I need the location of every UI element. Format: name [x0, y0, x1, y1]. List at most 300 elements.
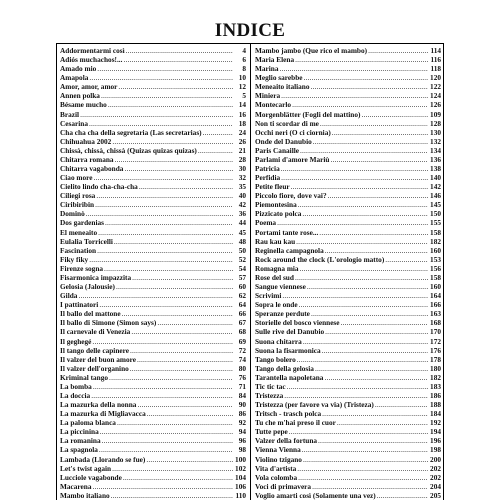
- dot-leader: [116, 282, 233, 291]
- entry-title: Portami tante rose...: [255, 227, 319, 237]
- entry-page-number: 71: [238, 381, 246, 391]
- entry-title: Valzer della fortuna: [255, 436, 318, 446]
- entry-page-number: 116: [430, 55, 441, 65]
- dot-leader: [295, 273, 428, 282]
- index-entry: [60, 182, 246, 191]
- entry-page-number: 12: [238, 82, 246, 92]
- entry-page-number: 194: [430, 427, 441, 437]
- entry-title: Ciliegi rosa: [60, 191, 96, 201]
- index-entry: [60, 327, 246, 336]
- entry-page-number: 168: [430, 318, 441, 328]
- index-entry: [60, 164, 246, 173]
- entry-page-number: 158: [430, 272, 441, 282]
- entry-page-number: 50: [238, 245, 246, 255]
- dot-leader: [287, 382, 428, 391]
- dot-leader: [375, 400, 428, 409]
- entry-title: Firenze sogna: [60, 263, 104, 273]
- dot-leader: [341, 318, 428, 327]
- dot-leader: [325, 327, 428, 336]
- entry-title: Brazil: [60, 109, 80, 119]
- dot-leader: [147, 409, 233, 418]
- entry-title: Tango bolero: [255, 354, 296, 364]
- dot-leader: [97, 64, 233, 73]
- entry-title: Rock around the clock (L'orologio matto): [255, 254, 385, 264]
- entry-title: Vita d'artista: [255, 463, 297, 473]
- index-entry: [60, 273, 246, 282]
- dot-leader: [291, 182, 428, 191]
- entry-title: Voci di primavera: [255, 481, 312, 491]
- entry-title: Vola colomba: [255, 472, 298, 482]
- entry-page-number: 155: [430, 218, 441, 228]
- dot-leader: [295, 55, 428, 64]
- entry-title: El meneaito: [60, 227, 98, 237]
- dot-leader: [96, 191, 233, 200]
- entry-title: Amor, amor, amor: [60, 82, 118, 92]
- dot-leader: [292, 100, 428, 109]
- entry-page-number: 92: [238, 418, 246, 428]
- dot-leader: [281, 91, 428, 100]
- dot-leader: [307, 282, 428, 291]
- index-entry: [60, 264, 246, 273]
- index-entry: [60, 364, 246, 373]
- dot-leader: [282, 291, 428, 300]
- dot-leader: [157, 318, 233, 327]
- entry-title: Kriminal tango: [60, 372, 109, 382]
- dot-leader: [137, 355, 233, 364]
- entry-page-number: 72: [238, 345, 246, 355]
- entry-page-number: 44: [238, 218, 246, 228]
- entry-page-number: 198: [430, 445, 441, 455]
- index-entry: [255, 246, 441, 255]
- dot-leader: [112, 137, 233, 146]
- dot-leader: [89, 73, 233, 82]
- entry-page-number: 60: [238, 282, 246, 292]
- entry-page-number: 140: [430, 173, 441, 183]
- entry-title: Amado mio: [60, 64, 97, 74]
- entry-page-number: 14: [238, 100, 246, 110]
- entry-page-number: 21: [238, 145, 246, 155]
- entry-title: Tristezza: [255, 390, 284, 400]
- entry-page-number: 28: [238, 154, 246, 164]
- index-entry: [60, 391, 246, 400]
- dot-leader: [322, 409, 428, 418]
- entry-title: Speranze perdute: [255, 309, 310, 319]
- entry-page-number: 35: [238, 182, 246, 192]
- entry-title: Miniera: [255, 91, 281, 101]
- index-entry: [255, 300, 441, 309]
- dot-leader: [117, 418, 233, 427]
- dot-leader: [86, 209, 233, 218]
- entry-title: Piccolo fiore, dove vai?: [255, 191, 327, 201]
- index-entry: [255, 464, 441, 473]
- dot-leader: [300, 264, 428, 273]
- dot-leader: [324, 373, 428, 382]
- entry-page-number: 153: [430, 254, 441, 264]
- entry-title: Il ballo di Simone (Simon says): [60, 318, 157, 328]
- entry-page-number: 196: [430, 436, 441, 446]
- entry-title: Sulle rive del Danubio: [255, 327, 325, 337]
- dot-leader: [112, 464, 233, 473]
- dot-leader: [101, 91, 233, 100]
- entry-title: Suona chitarra: [255, 336, 302, 346]
- dot-leader: [385, 255, 428, 264]
- index-entry: [255, 327, 441, 336]
- dot-leader: [315, 364, 428, 373]
- index-entry: [60, 173, 246, 182]
- entry-title: La doccia: [60, 390, 91, 400]
- dot-leader: [137, 400, 233, 409]
- entry-page-number: 170: [430, 327, 441, 337]
- entry-title: Ciribiribin: [60, 200, 95, 210]
- index-entry: [60, 91, 246, 100]
- entry-page-number: 10: [238, 73, 246, 83]
- index-entry: [60, 218, 246, 227]
- entry-page-number: 5: [242, 91, 246, 101]
- index-entry: [60, 146, 246, 155]
- entry-page-number: 102: [235, 463, 246, 473]
- index-entry: [255, 46, 441, 55]
- entry-page-number: 40: [238, 191, 246, 201]
- entry-page-number: 158: [430, 227, 441, 237]
- entry-title: Addormentarmi così: [60, 46, 125, 55]
- index-entry: [60, 128, 246, 137]
- dot-leader: [95, 200, 233, 209]
- entry-title: Fiky fiky: [60, 254, 89, 264]
- index-entry: [255, 291, 441, 300]
- entry-page-number: 136: [430, 154, 441, 164]
- entry-title: Scrivimi: [255, 291, 282, 301]
- entry-title: Adiós muchachos!...: [60, 55, 123, 65]
- entry-page-number: 166: [430, 300, 441, 310]
- entry-title: Tu che m'hai preso il cuor: [255, 418, 336, 428]
- dot-leader: [105, 218, 233, 227]
- entry-page-number: 204: [430, 481, 441, 491]
- entry-title: La romanina: [60, 436, 101, 446]
- dot-leader: [98, 228, 233, 237]
- dot-leader: [320, 119, 428, 128]
- dot-leader: [92, 482, 233, 491]
- index-entry: [60, 137, 246, 146]
- index-entry: [60, 491, 246, 500]
- entry-page-number: 64: [238, 300, 246, 310]
- index-entry: [255, 391, 441, 400]
- entry-page-number: 86: [238, 409, 246, 419]
- dot-leader: [325, 246, 428, 255]
- entry-title: Perfidia: [255, 173, 281, 183]
- index-entry: [60, 309, 246, 318]
- index-column-left: [60, 46, 246, 500]
- entry-title: Il tango delle capinere: [60, 345, 129, 355]
- entry-title: Paris Canaille: [255, 145, 299, 155]
- index-entry: [60, 282, 246, 291]
- dot-leader: [115, 155, 233, 164]
- dot-leader: [281, 164, 428, 173]
- entry-page-number: 134: [430, 145, 441, 155]
- index-entry: [255, 309, 441, 318]
- dot-leader: [313, 137, 428, 146]
- entry-title: Rau kau kau: [255, 236, 296, 246]
- entry-title: Il ballo del mattone: [60, 309, 121, 319]
- dot-leader: [311, 82, 428, 91]
- index-entry: [255, 82, 441, 91]
- dot-leader: [319, 228, 428, 237]
- entry-page-number: 66: [238, 309, 246, 319]
- entry-title: Annen polka: [60, 91, 100, 101]
- entry-page-number: 109: [430, 109, 441, 119]
- dot-leader: [102, 436, 233, 445]
- dot-leader: [94, 173, 234, 182]
- dot-leader: [108, 100, 233, 109]
- entry-title: Dominò: [60, 209, 85, 219]
- dot-leader: [118, 82, 233, 91]
- index-entry: [255, 355, 441, 364]
- index-entry: [60, 464, 246, 473]
- entry-page-number: 48: [238, 236, 246, 246]
- entry-page-number: 163: [430, 309, 441, 319]
- index-entry: [255, 255, 441, 264]
- dot-leader: [89, 119, 233, 128]
- dot-leader: [109, 373, 233, 382]
- dot-leader: [91, 391, 233, 400]
- index-entry: [60, 337, 246, 346]
- entry-page-number: 45: [238, 227, 246, 237]
- index-entry: [255, 100, 441, 109]
- index-entry: [255, 400, 441, 409]
- index-entry: [255, 427, 441, 436]
- entry-page-number: 74: [238, 354, 246, 364]
- dot-leader: [296, 237, 428, 246]
- entry-page-number: 200: [430, 454, 441, 464]
- index-entry: [255, 182, 441, 191]
- entry-page-number: 8: [242, 64, 246, 74]
- index-entry: [60, 55, 246, 64]
- index-entry: [255, 228, 441, 237]
- entry-page-number: 68: [238, 327, 246, 337]
- dot-leader: [361, 110, 428, 119]
- index-entry: [255, 73, 441, 82]
- entry-title: Ciao more: [60, 173, 93, 183]
- index-entry: [255, 237, 441, 246]
- index-entry: [60, 455, 246, 464]
- index-entry: [255, 364, 441, 373]
- entry-title: Tutte pepe: [255, 427, 288, 437]
- index-entry: [60, 100, 246, 109]
- entry-page-number: 122: [430, 82, 441, 92]
- entry-page-number: 80: [238, 363, 246, 373]
- index-entry: [60, 200, 246, 209]
- entry-title: Poema: [255, 218, 277, 228]
- dot-leader: [132, 273, 233, 282]
- entry-title: Meglio sarebbe: [255, 73, 303, 83]
- entry-page-number: 100: [235, 454, 246, 464]
- entry-page-number: 118: [430, 64, 441, 74]
- index-entry: [255, 346, 441, 355]
- entry-page-number: 69: [238, 336, 246, 346]
- entry-page-number: 4: [242, 46, 246, 55]
- dot-leader: [328, 191, 428, 200]
- dot-leader: [123, 55, 233, 64]
- entry-title: Tritsch - trasch polca: [255, 409, 322, 419]
- entry-page-number: 30: [238, 164, 246, 174]
- entry-page-number: 145: [430, 200, 441, 210]
- index-entry: [60, 155, 246, 164]
- entry-page-number: 188: [430, 400, 441, 410]
- dot-leader: [99, 445, 233, 454]
- index-entry: [60, 64, 246, 73]
- dot-leader: [289, 427, 428, 436]
- index-entry: [60, 445, 246, 454]
- entry-page-number: 186: [430, 390, 441, 400]
- index-entry: [60, 400, 246, 409]
- entry-title: Pizzicato polca: [255, 209, 302, 219]
- dot-leader: [302, 209, 428, 218]
- index-entry: [255, 110, 441, 119]
- entry-title: Occhi neri (O ci ciornia): [255, 127, 331, 137]
- entry-page-number: 120: [430, 73, 441, 83]
- index-entry: [255, 64, 441, 73]
- entry-title: La paloma blanca: [60, 418, 116, 428]
- index-entry: [255, 119, 441, 128]
- entry-title: Chitarra romana: [60, 154, 114, 164]
- index-entry: [60, 409, 246, 418]
- entry-page-number: 42: [238, 200, 246, 210]
- index-entry: [255, 445, 441, 454]
- entry-page-number: 106: [235, 481, 246, 491]
- entry-title: Suona la fisarmonica: [255, 345, 321, 355]
- dot-leader: [124, 164, 233, 173]
- entry-page-number: 32: [238, 173, 246, 183]
- entry-page-number: 182: [430, 236, 441, 246]
- index-entry: [255, 128, 441, 137]
- entry-page-number: 67: [238, 318, 246, 328]
- entry-page-number: 57: [238, 272, 246, 282]
- entry-title: Mambo jambo (Que rico el mambo): [255, 46, 368, 55]
- entry-title: Let's twist again: [60, 463, 112, 473]
- dot-leader: [298, 473, 428, 482]
- entry-page-number: 18: [238, 118, 246, 128]
- index-entry: [255, 55, 441, 64]
- dot-leader: [337, 418, 428, 427]
- entry-page-number: 132: [430, 136, 441, 146]
- index-entry: [60, 246, 246, 255]
- dot-leader: [318, 436, 428, 445]
- dot-leader: [297, 464, 428, 473]
- entry-title: Chihuahua 2002: [60, 136, 112, 146]
- page-title: INDICE: [214, 20, 286, 41]
- dot-leader: [304, 73, 429, 82]
- entry-page-number: 156: [430, 263, 441, 273]
- index-entry: [60, 82, 246, 91]
- index-entry: [60, 436, 246, 445]
- entry-page-number: 180: [430, 363, 441, 373]
- entry-title: Amapola: [60, 73, 89, 83]
- index-entry: [60, 346, 246, 355]
- entry-page-number: 124: [430, 91, 441, 101]
- entry-title: La mazurka di Migliavacca: [60, 409, 146, 419]
- dot-leader: [93, 382, 233, 391]
- dot-leader: [130, 364, 233, 373]
- dot-leader: [130, 346, 233, 355]
- entry-page-number: 90: [238, 400, 246, 410]
- entry-title: Tarantella napoletana: [255, 372, 324, 382]
- entry-title: Il carnevale di Venezia: [60, 327, 131, 337]
- entry-page-number: 142: [430, 182, 441, 192]
- entry-page-number: 202: [430, 472, 441, 482]
- index-entry: [60, 46, 246, 55]
- entry-title: Romagna mia: [255, 263, 299, 273]
- dot-leader: [146, 455, 233, 464]
- index-entry: [60, 73, 246, 82]
- entry-title: Macarena: [60, 481, 92, 491]
- entry-page-number: 184: [430, 409, 441, 419]
- index-entry: [255, 473, 441, 482]
- entry-page-number: 84: [238, 390, 246, 400]
- entry-title: Maria Elena: [255, 55, 295, 65]
- entry-page-number: 202: [430, 463, 441, 473]
- entry-page-number: 24: [238, 127, 246, 137]
- dot-leader: [330, 155, 428, 164]
- entry-title: Meneaito italiano: [255, 82, 310, 92]
- entry-title: Il valzer del buon amore: [60, 354, 136, 364]
- dot-leader: [303, 337, 428, 346]
- dot-leader: [332, 128, 428, 137]
- dot-leader: [300, 146, 428, 155]
- dot-leader: [126, 46, 233, 55]
- entry-page-number: 96: [238, 436, 246, 446]
- entry-title: Onde del Danubio: [255, 136, 312, 146]
- entry-title: Non ti scordar di me: [255, 118, 319, 128]
- entry-title: Lucciole vagabonde: [60, 472, 122, 482]
- entry-title: Morgenblätter (Fogli del mattino): [255, 109, 361, 119]
- dot-leader: [302, 445, 428, 454]
- entry-page-number: 164: [430, 291, 441, 301]
- entry-page-number: 16: [238, 109, 246, 119]
- dot-leader: [78, 291, 233, 300]
- entry-title: Chitarra vagabonda: [60, 164, 124, 174]
- index-entry: [255, 209, 441, 218]
- entry-title: Il geghegé: [60, 336, 92, 346]
- dot-leader: [203, 128, 233, 137]
- entry-title: Marina: [255, 64, 279, 74]
- entry-page-number: 205: [430, 490, 441, 500]
- index-entry: [60, 482, 246, 491]
- entry-page-number: 76: [238, 372, 246, 382]
- entry-page-number: 183: [430, 381, 441, 391]
- entry-title: Gilda: [60, 291, 78, 301]
- dot-leader: [322, 346, 428, 355]
- index-entry: [60, 228, 246, 237]
- index-entry: [60, 119, 246, 128]
- entry-title: Fisarmonica impazzita: [60, 272, 132, 282]
- entry-title: Violino tzigano: [255, 454, 302, 464]
- entry-page-number: 104: [235, 472, 246, 482]
- index-entry: [255, 164, 441, 173]
- entry-page-number: 114: [430, 46, 441, 55]
- entry-title: I pattinatori: [60, 300, 99, 310]
- index-entry: [60, 255, 246, 264]
- entry-title: La piccinina: [60, 427, 99, 437]
- dot-leader: [80, 110, 233, 119]
- index-entry: [60, 418, 246, 427]
- dot-leader: [97, 246, 233, 255]
- entry-page-number: 98: [238, 445, 246, 455]
- dot-leader: [280, 64, 428, 73]
- dot-leader: [303, 455, 428, 464]
- dot-leader: [104, 264, 233, 273]
- entry-page-number: 62: [238, 291, 246, 301]
- index-entry: [255, 491, 441, 500]
- index-entry: [60, 427, 246, 436]
